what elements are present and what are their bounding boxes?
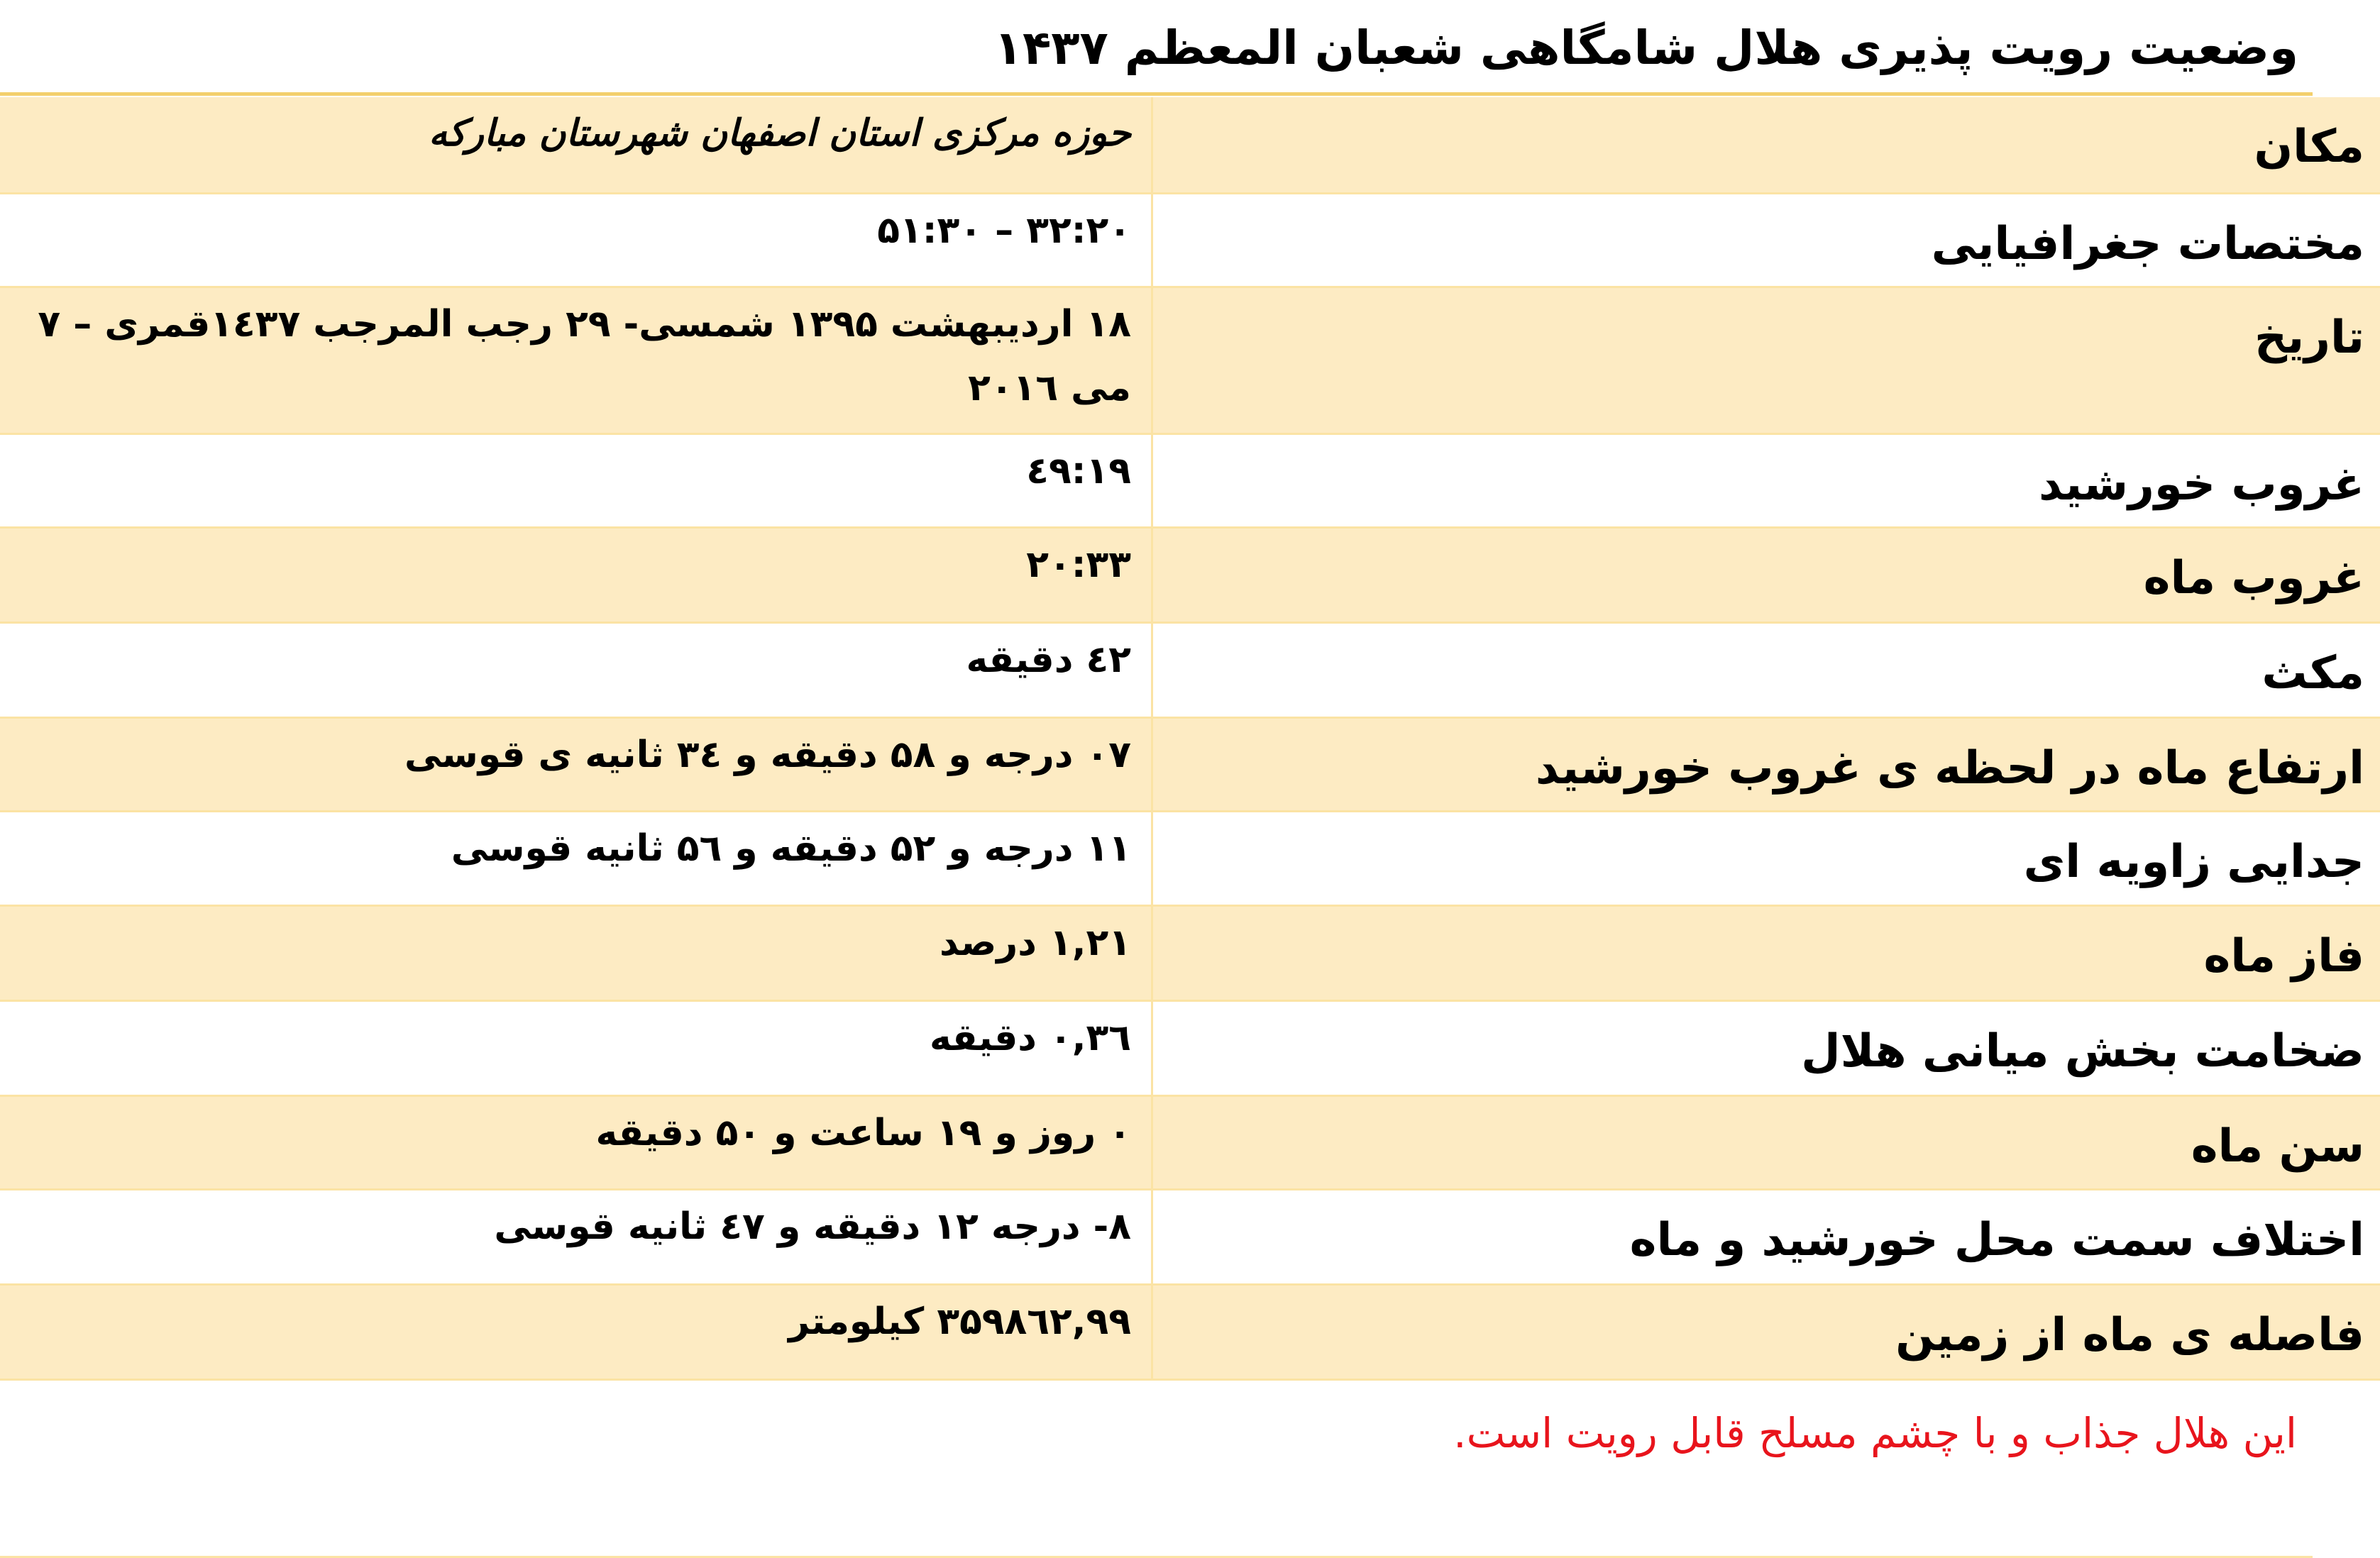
row-label: تاریخ — [1152, 287, 2380, 433]
row-label: ضخامت بخش میانی هلال — [1152, 1000, 2380, 1095]
table-row-moon-age — [0, 1095, 2380, 1189]
row-label: فاز ماه — [1152, 905, 2380, 1000]
row-value: ۱۱ درجه و ۵۲ دقیقه و ۵٦ ثانیه قوسی — [451, 827, 1131, 870]
row-value: ۲۰:۳۳ — [0, 527, 1152, 622]
table-row-sunset — [0, 433, 2380, 527]
row-label: سن ماه — [1152, 1095, 2380, 1189]
row-value: ۱۹:٤۹ — [1026, 449, 1131, 492]
table-row-moon-altitude — [0, 717, 2380, 811]
row-label: جدایی زاویه ای — [1152, 811, 2380, 905]
table-row-elongation — [0, 811, 2380, 905]
table-row-coordinates — [0, 193, 2380, 287]
row-label: فاصله ی ماه از زمین — [1152, 1284, 2380, 1379]
table-row-crescent-width — [0, 1000, 2380, 1095]
row-value: ۱,۲۱ درصد — [0, 905, 1152, 1000]
row-label: مکث — [1152, 622, 2380, 717]
row-value: حوزه مرکزی استان اصفهان شهرستان مبارکه — [0, 97, 1152, 193]
row-label: مختصات جغرافیایی — [1152, 193, 2380, 287]
row-value: ۰,۳٦ دقیقه — [930, 1016, 1131, 1059]
row-value: ۳۵۹۸٦۲,۹۹ کیلومتر — [0, 1284, 1152, 1379]
row-label: ارتفاع ماه در لحظه ی غروب خورشید — [1152, 717, 2380, 811]
table-row-lag-time — [0, 622, 2380, 717]
table-row-azimuth-difference — [0, 1189, 2380, 1284]
table-row-moon-distance — [0, 1284, 2380, 1379]
moon-visibility-table — [0, 97, 2380, 1381]
visibility-note: این هلال جذاب و با چشم مسلح قابل رویت است. — [1453, 1409, 2297, 1457]
page-title: وضعیت رویت پذیری هلال شامگاهی شعبان المعظم ۱۴۳۷ — [993, 21, 2298, 75]
row-value: ٤۲ دقیقه — [966, 638, 1131, 681]
row-label: غروب ماه — [1152, 527, 2380, 622]
row-value: ۰ روز و ۱۹ ساعت و ۵۰ دقیقه — [0, 1095, 1152, 1189]
row-label: غروب خورشید — [1152, 433, 2380, 527]
row-value: ۸- درجه ۱۲ دقیقه و ٤۷ ثانیه قوسی — [494, 1205, 1131, 1248]
table-row-moon-phase — [0, 905, 2380, 1000]
row-value: ۰۷ درجه و ۵۸ دقیقه و ۳٤ ثانیه ی قوسی — [0, 717, 1152, 811]
table-row-date — [0, 287, 2380, 433]
row-value: ۳۲:۲۰ – ۵۱:۳۰ — [877, 209, 1131, 252]
table-row-moonset — [0, 527, 2380, 622]
row-label: مکان — [1152, 97, 2380, 193]
title-divider — [0, 92, 2313, 96]
table-row-location — [0, 97, 2380, 193]
row-value: ۱۸ اردیبهشت ۱۳۹۵ شمسی- ۲۹ رجب المرجب ۱٤۳۷قمری – ۷ می ۲۰۱٦ — [0, 287, 1152, 433]
row-label: اختلاف سمت محل خورشید و ماه — [1152, 1189, 2380, 1284]
